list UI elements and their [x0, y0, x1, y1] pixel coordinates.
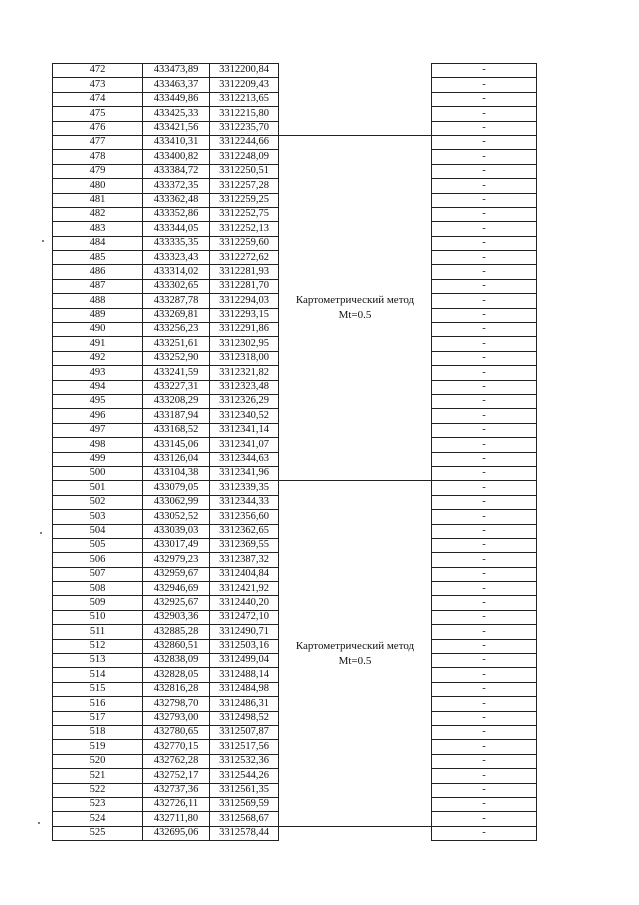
- table-row: [53, 92, 537, 106]
- point-number-cell: 524: [53, 812, 143, 826]
- point-number-cell: 507: [53, 567, 143, 581]
- note-cell: -: [432, 610, 537, 624]
- y-coordinate-cell: 3312344,33: [210, 495, 279, 509]
- point-number-cell: 515: [53, 682, 143, 696]
- y-coordinate-cell: 3312235,70: [210, 121, 279, 135]
- x-coordinate-cell: 432828,05: [143, 668, 210, 682]
- y-coordinate-cell: 3312339,35: [210, 481, 279, 495]
- note-cell: -: [432, 164, 537, 178]
- method-cell: [279, 135, 432, 480]
- note-cell: -: [432, 351, 537, 365]
- note-cell: -: [432, 524, 537, 538]
- point-number-cell: 476: [53, 121, 143, 135]
- y-coordinate-cell: 3312326,29: [210, 394, 279, 408]
- point-number-cell: 474: [53, 92, 143, 106]
- x-coordinate-cell: 433449,86: [143, 92, 210, 106]
- note-cell: -: [432, 812, 537, 826]
- point-number-cell: 479: [53, 164, 143, 178]
- note-cell: -: [432, 337, 537, 351]
- y-coordinate-cell: 3312257,28: [210, 179, 279, 193]
- y-coordinate-cell: 3312421,92: [210, 582, 279, 596]
- y-coordinate-cell: 3312323,48: [210, 380, 279, 394]
- x-coordinate-cell: 433302,65: [143, 279, 210, 293]
- note-cell: -: [432, 366, 537, 380]
- x-coordinate-cell: 433344,05: [143, 222, 210, 236]
- x-coordinate-cell: 432726,11: [143, 797, 210, 811]
- table-row: [53, 64, 537, 78]
- y-coordinate-cell: 3312486,31: [210, 697, 279, 711]
- note-cell: -: [432, 135, 537, 149]
- note-cell: -: [432, 92, 537, 106]
- scan-speck: [38, 822, 40, 824]
- point-number-cell: 506: [53, 553, 143, 567]
- x-coordinate-cell: 432711,80: [143, 812, 210, 826]
- note-cell: -: [432, 668, 537, 682]
- x-coordinate-cell: 432798,70: [143, 697, 210, 711]
- point-number-cell: 492: [53, 351, 143, 365]
- point-number-cell: 510: [53, 610, 143, 624]
- y-coordinate-cell: 3312213,65: [210, 92, 279, 106]
- y-coordinate-cell: 3312356,60: [210, 510, 279, 524]
- point-number-cell: 496: [53, 409, 143, 423]
- table-row: [53, 826, 537, 840]
- y-coordinate-cell: 3312248,09: [210, 150, 279, 164]
- x-coordinate-cell: 433335,35: [143, 236, 210, 250]
- point-number-cell: 478: [53, 150, 143, 164]
- x-coordinate-cell: 433062,99: [143, 495, 210, 509]
- note-cell: -: [432, 466, 537, 480]
- note-cell: -: [432, 783, 537, 797]
- note-cell: -: [432, 380, 537, 394]
- x-coordinate-cell: 432860,51: [143, 639, 210, 653]
- note-cell: -: [432, 538, 537, 552]
- table-row: [53, 107, 537, 121]
- x-coordinate-cell: 433323,43: [143, 251, 210, 265]
- y-coordinate-cell: 3312499,04: [210, 654, 279, 668]
- x-coordinate-cell: 433287,78: [143, 294, 210, 308]
- x-coordinate-cell: 433252,90: [143, 351, 210, 365]
- note-cell: -: [432, 78, 537, 92]
- y-coordinate-cell: 3312272,62: [210, 251, 279, 265]
- note-cell: -: [432, 207, 537, 221]
- y-coordinate-cell: 3312215,80: [210, 107, 279, 121]
- x-coordinate-cell: 433052,52: [143, 510, 210, 524]
- point-number-cell: 495: [53, 394, 143, 408]
- note-cell: -: [432, 193, 537, 207]
- y-coordinate-cell: 3312507,87: [210, 725, 279, 739]
- note-cell: -: [432, 495, 537, 509]
- y-coordinate-cell: 3312294,03: [210, 294, 279, 308]
- point-number-cell: 502: [53, 495, 143, 509]
- table-row: [53, 481, 537, 495]
- point-number-cell: 475: [53, 107, 143, 121]
- note-cell: -: [432, 769, 537, 783]
- y-coordinate-cell: 3312369,55: [210, 538, 279, 552]
- scan-speck: [40, 532, 42, 534]
- point-number-cell: 500: [53, 466, 143, 480]
- point-number-cell: 494: [53, 380, 143, 394]
- note-cell: -: [432, 596, 537, 610]
- note-cell: -: [432, 682, 537, 696]
- y-coordinate-cell: 3312293,15: [210, 308, 279, 322]
- method-accuracy: Mt=0.5: [338, 654, 372, 667]
- method-accuracy: Mt=0.5: [338, 309, 372, 322]
- point-number-cell: 520: [53, 754, 143, 768]
- y-coordinate-cell: 3312281,70: [210, 279, 279, 293]
- x-coordinate-cell: 433400,82: [143, 150, 210, 164]
- point-number-cell: 512: [53, 639, 143, 653]
- x-coordinate-cell: 432737,36: [143, 783, 210, 797]
- y-coordinate-cell: 3312561,35: [210, 783, 279, 797]
- note-cell: -: [432, 452, 537, 466]
- point-number-cell: 487: [53, 279, 143, 293]
- note-cell: -: [432, 754, 537, 768]
- y-coordinate-cell: 3312472,10: [210, 610, 279, 624]
- y-coordinate-cell: 3312532,36: [210, 754, 279, 768]
- x-coordinate-cell: 432979,23: [143, 553, 210, 567]
- x-coordinate-cell: 433425,33: [143, 107, 210, 121]
- point-number-cell: 493: [53, 366, 143, 380]
- point-number-cell: 508: [53, 582, 143, 596]
- point-number-cell: 523: [53, 797, 143, 811]
- x-coordinate-cell: 433208,29: [143, 394, 210, 408]
- point-number-cell: 521: [53, 769, 143, 783]
- x-coordinate-cell: 433362,48: [143, 193, 210, 207]
- x-coordinate-cell: 432780,65: [143, 725, 210, 739]
- point-number-cell: 504: [53, 524, 143, 538]
- point-number-cell: 511: [53, 625, 143, 639]
- y-coordinate-cell: 3312490,71: [210, 625, 279, 639]
- note-cell: -: [432, 236, 537, 250]
- note-cell: -: [432, 797, 537, 811]
- note-cell: -: [432, 179, 537, 193]
- point-number-cell: 484: [53, 236, 143, 250]
- table-row: [53, 78, 537, 92]
- method-label: [296, 639, 414, 669]
- y-coordinate-cell: 3312488,14: [210, 668, 279, 682]
- method-name: Картометрический метод: [295, 294, 415, 307]
- point-number-cell: 481: [53, 193, 143, 207]
- note-cell: -: [432, 150, 537, 164]
- x-coordinate-cell: 433017,49: [143, 538, 210, 552]
- point-number-cell: 480: [53, 179, 143, 193]
- empty-method-cell: [279, 121, 432, 135]
- note-cell: -: [432, 625, 537, 639]
- point-number-cell: 473: [53, 78, 143, 92]
- y-coordinate-cell: 3312209,43: [210, 78, 279, 92]
- note-cell: -: [432, 639, 537, 653]
- y-coordinate-cell: 3312281,93: [210, 265, 279, 279]
- point-number-cell: 486: [53, 265, 143, 279]
- note-cell: -: [432, 826, 537, 840]
- note-cell: -: [432, 582, 537, 596]
- empty-method-cell: [279, 78, 432, 92]
- y-coordinate-cell: 3312404,84: [210, 567, 279, 581]
- x-coordinate-cell: 433039,03: [143, 524, 210, 538]
- x-coordinate-cell: 432793,00: [143, 711, 210, 725]
- x-coordinate-cell: 433421,56: [143, 121, 210, 135]
- x-coordinate-cell: 433126,04: [143, 452, 210, 466]
- note-cell: -: [432, 222, 537, 236]
- point-number-cell: 519: [53, 740, 143, 754]
- point-number-cell: 522: [53, 783, 143, 797]
- y-coordinate-cell: 3312341,07: [210, 438, 279, 452]
- note-cell: -: [432, 251, 537, 265]
- x-coordinate-cell: 432762,28: [143, 754, 210, 768]
- y-coordinate-cell: 3312569,59: [210, 797, 279, 811]
- y-coordinate-cell: 3312200,84: [210, 64, 279, 78]
- x-coordinate-cell: 433168,52: [143, 423, 210, 437]
- point-number-cell: 485: [53, 251, 143, 265]
- x-coordinate-cell: 433410,31: [143, 135, 210, 149]
- note-cell: -: [432, 279, 537, 293]
- x-coordinate-cell: 432903,36: [143, 610, 210, 624]
- y-coordinate-cell: 3312318,00: [210, 351, 279, 365]
- y-coordinate-cell: 3312503,16: [210, 639, 279, 653]
- point-number-cell: 503: [53, 510, 143, 524]
- y-coordinate-cell: 3312340,52: [210, 409, 279, 423]
- y-coordinate-cell: 3312244,66: [210, 135, 279, 149]
- y-coordinate-cell: 3312302,95: [210, 337, 279, 351]
- x-coordinate-cell: 433372,35: [143, 179, 210, 193]
- x-coordinate-cell: 432752,17: [143, 769, 210, 783]
- y-coordinate-cell: 3312544,26: [210, 769, 279, 783]
- point-number-cell: 472: [53, 64, 143, 78]
- x-coordinate-cell: 433352,86: [143, 207, 210, 221]
- note-cell: -: [432, 323, 537, 337]
- x-coordinate-cell: 433104,38: [143, 466, 210, 480]
- coordinates-table-body: [53, 64, 537, 841]
- x-coordinate-cell: 433384,72: [143, 164, 210, 178]
- x-coordinate-cell: 432885,28: [143, 625, 210, 639]
- y-coordinate-cell: 3312362,65: [210, 524, 279, 538]
- note-cell: -: [432, 64, 537, 78]
- point-number-cell: 518: [53, 725, 143, 739]
- empty-method-cell: [279, 107, 432, 121]
- coordinates-table: [52, 63, 537, 841]
- x-coordinate-cell: 432959,67: [143, 567, 210, 581]
- method-name: Картометрический метод: [295, 639, 415, 652]
- point-number-cell: 501: [53, 481, 143, 495]
- y-coordinate-cell: 3312252,75: [210, 207, 279, 221]
- note-cell: -: [432, 654, 537, 668]
- x-coordinate-cell: 433473,89: [143, 64, 210, 78]
- point-number-cell: 499: [53, 452, 143, 466]
- y-coordinate-cell: 3312250,51: [210, 164, 279, 178]
- y-coordinate-cell: 3312484,98: [210, 682, 279, 696]
- note-cell: -: [432, 409, 537, 423]
- y-coordinate-cell: 3312259,25: [210, 193, 279, 207]
- y-coordinate-cell: 3312387,32: [210, 553, 279, 567]
- note-cell: -: [432, 308, 537, 322]
- x-coordinate-cell: 432695,06: [143, 826, 210, 840]
- y-coordinate-cell: 3312517,56: [210, 740, 279, 754]
- method-cell: [279, 481, 432, 826]
- point-number-cell: 516: [53, 697, 143, 711]
- point-number-cell: 490: [53, 323, 143, 337]
- note-cell: -: [432, 711, 537, 725]
- x-coordinate-cell: 432838,09: [143, 654, 210, 668]
- point-number-cell: 525: [53, 826, 143, 840]
- y-coordinate-cell: 3312321,82: [210, 366, 279, 380]
- note-cell: -: [432, 423, 537, 437]
- x-coordinate-cell: 433145,06: [143, 438, 210, 452]
- y-coordinate-cell: 3312341,96: [210, 466, 279, 480]
- point-number-cell: 482: [53, 207, 143, 221]
- y-coordinate-cell: 3312291,86: [210, 323, 279, 337]
- empty-method-cell: [279, 64, 432, 78]
- point-number-cell: 505: [53, 538, 143, 552]
- note-cell: -: [432, 481, 537, 495]
- x-coordinate-cell: 433241,59: [143, 366, 210, 380]
- x-coordinate-cell: 432925,67: [143, 596, 210, 610]
- y-coordinate-cell: 3312344,63: [210, 452, 279, 466]
- x-coordinate-cell: 433227,31: [143, 380, 210, 394]
- method-label: [296, 293, 414, 323]
- table-row: [53, 121, 537, 135]
- y-coordinate-cell: 3312498,52: [210, 711, 279, 725]
- point-number-cell: 517: [53, 711, 143, 725]
- x-coordinate-cell: 433463,37: [143, 78, 210, 92]
- table-row: [53, 135, 537, 149]
- y-coordinate-cell: 3312568,67: [210, 812, 279, 826]
- x-coordinate-cell: 432770,15: [143, 740, 210, 754]
- x-coordinate-cell: 433256,23: [143, 323, 210, 337]
- note-cell: -: [432, 553, 537, 567]
- note-cell: -: [432, 725, 537, 739]
- note-cell: -: [432, 121, 537, 135]
- point-number-cell: 488: [53, 294, 143, 308]
- x-coordinate-cell: 433079,05: [143, 481, 210, 495]
- empty-method-cell: [279, 92, 432, 106]
- point-number-cell: 514: [53, 668, 143, 682]
- x-coordinate-cell: 432946,69: [143, 582, 210, 596]
- point-number-cell: 509: [53, 596, 143, 610]
- note-cell: -: [432, 438, 537, 452]
- point-number-cell: 483: [53, 222, 143, 236]
- y-coordinate-cell: 3312259,60: [210, 236, 279, 250]
- note-cell: -: [432, 394, 537, 408]
- point-number-cell: 498: [53, 438, 143, 452]
- point-number-cell: 491: [53, 337, 143, 351]
- note-cell: -: [432, 107, 537, 121]
- x-coordinate-cell: 433314,02: [143, 265, 210, 279]
- point-number-cell: 489: [53, 308, 143, 322]
- x-coordinate-cell: 433251,61: [143, 337, 210, 351]
- point-number-cell: 477: [53, 135, 143, 149]
- note-cell: -: [432, 510, 537, 524]
- x-coordinate-cell: 433269,81: [143, 308, 210, 322]
- scan-speck: [42, 240, 44, 242]
- point-number-cell: 513: [53, 654, 143, 668]
- y-coordinate-cell: 3312578,44: [210, 826, 279, 840]
- x-coordinate-cell: 432816,28: [143, 682, 210, 696]
- note-cell: -: [432, 567, 537, 581]
- note-cell: -: [432, 697, 537, 711]
- note-cell: -: [432, 265, 537, 279]
- empty-method-cell: [279, 826, 432, 840]
- point-number-cell: 497: [53, 423, 143, 437]
- note-cell: -: [432, 294, 537, 308]
- y-coordinate-cell: 3312440,20: [210, 596, 279, 610]
- y-coordinate-cell: 3312252,13: [210, 222, 279, 236]
- x-coordinate-cell: 433187,94: [143, 409, 210, 423]
- note-cell: -: [432, 740, 537, 754]
- y-coordinate-cell: 3312341,14: [210, 423, 279, 437]
